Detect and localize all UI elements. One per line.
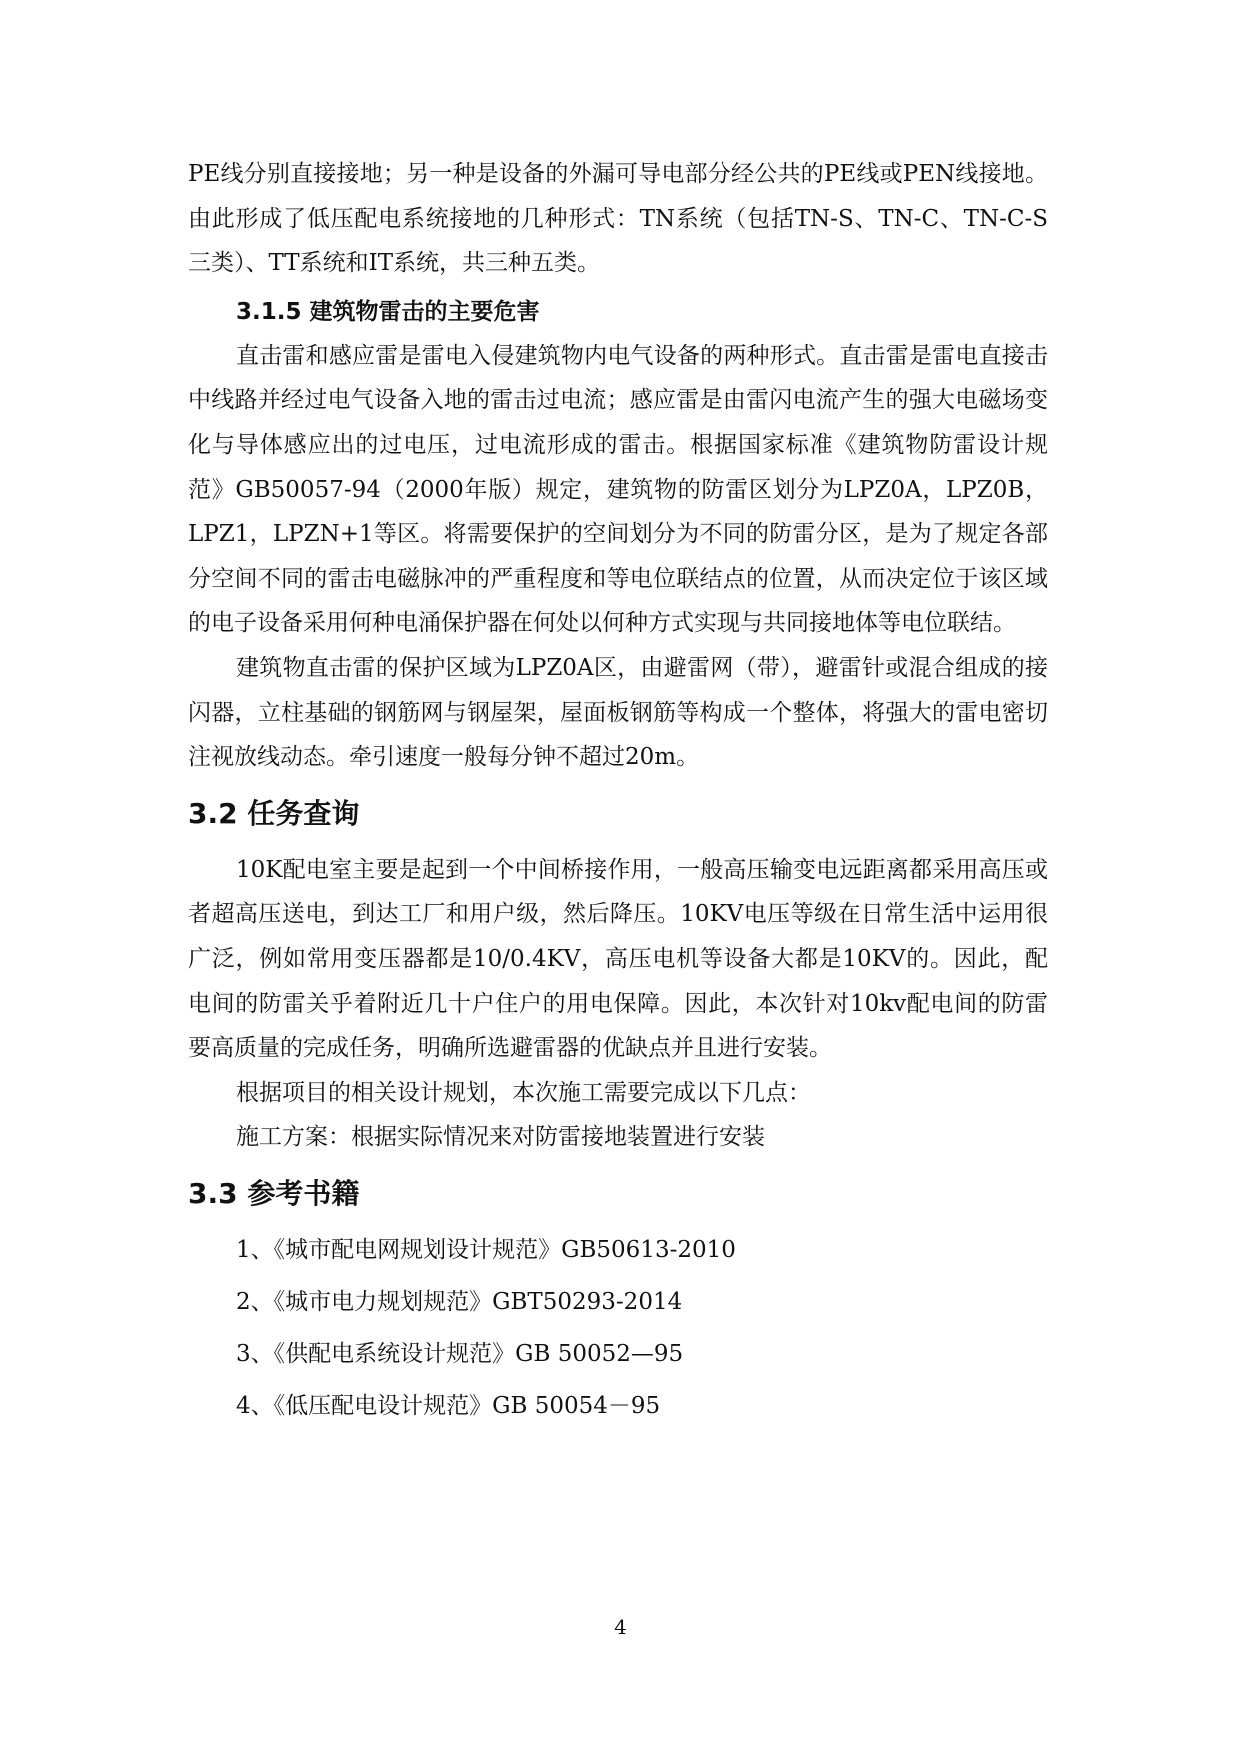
reference-item: 2、《城市电力规划规范》GBT50293-2014	[236, 1288, 683, 1315]
section-heading-3-1-5: 3.1.5 建筑物雷击的主要危害	[236, 298, 540, 325]
page-number: 4	[614, 1615, 627, 1639]
section-heading-3-3: 3.3 参考书籍	[188, 1176, 360, 1210]
paragraph-construction-plan: 施工方案：根据实际情况来对防雷接地装置进行安装	[236, 1124, 765, 1151]
reference-item: 3、《供配电系统设计规范》GB 50052—95	[236, 1340, 684, 1367]
section-heading-3-2: 3.2 任务查询	[188, 796, 360, 830]
paragraph-direct-lightning-protection: 建筑物直击雷的保护区域为LPZ0A区，由避雷网（带），避雷针或混合组成的接闪器，立柱基础的钢筋网与钢屋架，屋面板钢筋等构成一个整体，将强大的雷电密切注视放线动态。牵引速度一般每分钟不超过20m。	[188, 654, 1048, 771]
reference-item: 1、《城市配电网规划设计规范》GB50613-2010	[236, 1236, 736, 1263]
page-content	[188, 152, 1048, 1444]
reference-item: 4、《低压配电设计规范》GB 50054－95	[236, 1392, 661, 1419]
paragraph-10k-substation: 10K配电室主要是起到一个中间桥接作用，一般高压输变电远距离都采用高压或者超高压送电，到达工厂和用户级，然后降压。10KV电压等级在日常生活中运用很广泛，例如常用变压器都是10/0.4KV，高压电机等设备大都是10KV的。因此，配电间的防雷关乎着附近几十户住户的用电保障。因此，本次针对10kv配电间的防雷要高质量的完成任务，明确所选避雷器的优缺点并且进行安装。	[188, 856, 1048, 1062]
reference-list	[188, 1236, 1048, 1420]
paragraph-lightning-forms: 直击雷和感应雷是雷电入侵建筑物内电气设备的两种形式。直击雷是雷电直接击中线路并经过电气设备入地的雷击过电流；感应雷是由雷闪电流产生的强大电磁场变化与导体感应出的过电压，过电流形成的雷击。根据国家标准《建筑物防雷设计规范》GB50057-94（2000年版）规定，建筑物的防雷区划分为LPZ0A，LPZ0B，LPZ1，LPZN+1等区。将需要保护的空间划分为不同的防雷分区，是为了规定各部分空间不同的雷击电磁脉冲的严重程度和等电位联结点的位置，从而决定位于该区域的电子设备采用何种电涌保护器在何处以何种方式实现与共同接地体等电位联结。	[188, 342, 1048, 637]
paragraph-design-plan: 根据项目的相关设计规划，本次施工需要完成以下几点：	[236, 1079, 811, 1106]
paragraph-grounding-forms: PE线分别直接接地；另一种是设备的外漏可导电部分经公共的PE线或PEN线接地。由此形成了低压配电系统接地的几种形式：TN系统（包括TN-S、TN-C、TN-C-S三类）、TT系统和IT系统，共三种五类。	[188, 161, 1048, 277]
